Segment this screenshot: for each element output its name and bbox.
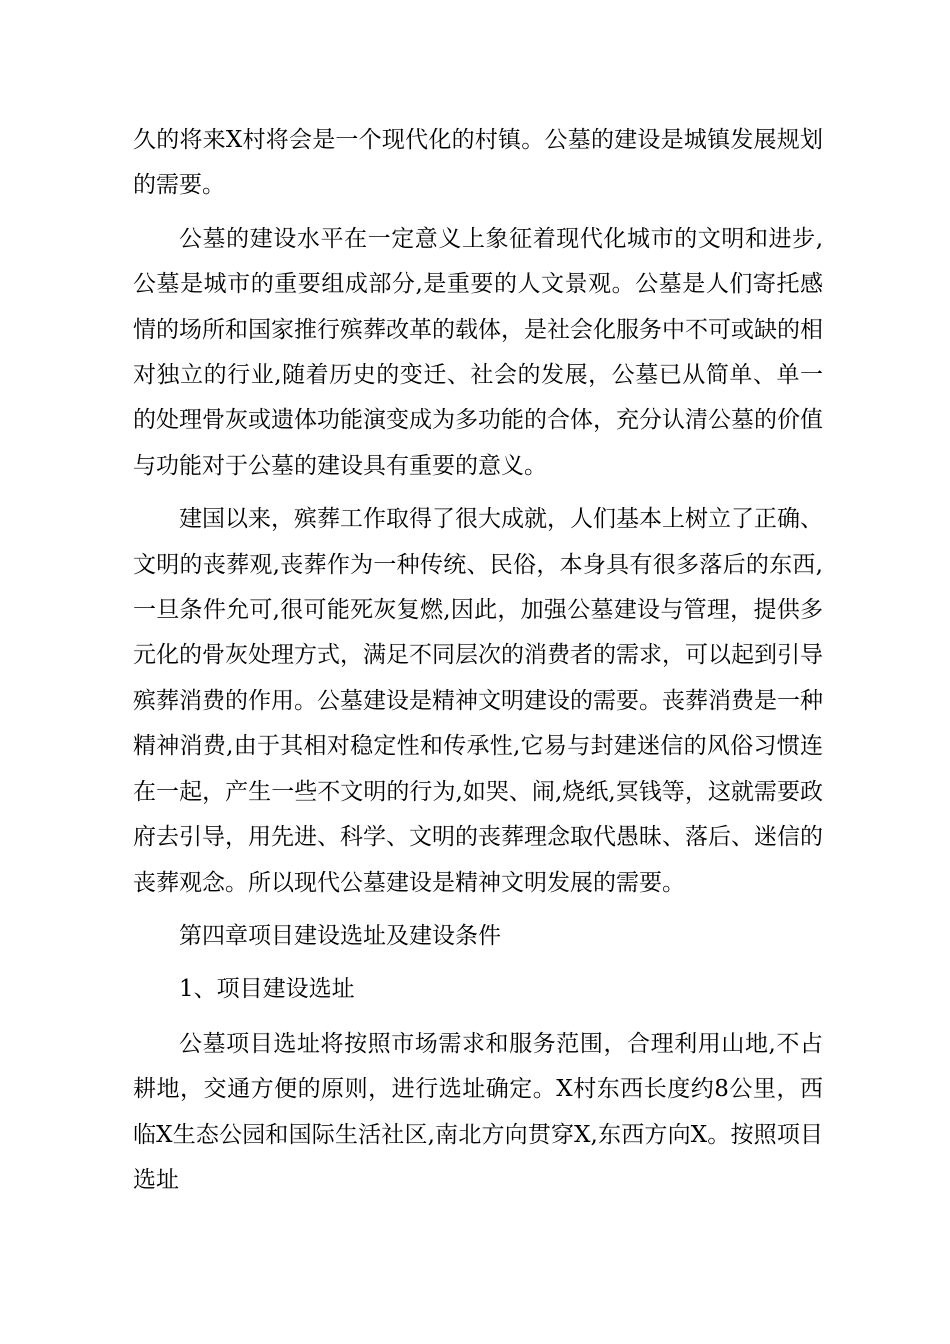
chapter-heading: 第四章项目建设选址及建设条件 [179, 922, 501, 949]
document-page [133, 118, 823, 1211]
paragraph-continued: 久的将来X村将会是一个现代化的村镇。公墓的建设是城镇发展规划的需要。 [133, 127, 823, 199]
section-heading: 1、项目建设选址 [179, 976, 355, 1003]
paragraph-funeral-reform: 建国以来，殡葬工作取得了很大成就，人们基本上树立了正确、文明的丧葬观,丧葬作为一种传统、民俗，本身具有很多落后的东西,一旦条件允可,很可能死灰复燃,因此，加强公墓建设与管理，提供多元化的骨灰处理方式，满足不同层次的消费者的需求，可以起到引导殡葬消费的作用。公墓建设是精神文明建设的需要。丧葬消费是一种精神消费,由于其相对稳定性和传承性,它易与封建迷信的风俗习惯连在一起，产生一些不文明的行为,如哭、闹,烧纸,冥钱等，这就需要政府去引导，用先进、科学、文明的丧葬理念取代愚昧、落后、迷信的丧葬观念。所以现代公墓建设是精神文明发展的需要。 [133, 506, 823, 896]
paragraph-site-selection: 公墓项目选址将按照市场需求和服务范围，合理利用山地,不占耕地，交通方便的原则，进行选址确定。X村东西长度约8公里，西临X生态公园和国际生活社区,南北方向贯穿X,东西方向X。按照项目选址 [133, 1030, 823, 1193]
paragraph-cemetery-significance: 公墓的建设水平在一定意义上象征着现代化城市的文明和进步,公墓是城市的重要组成部分,是重要的人文景观。公墓是人们寄托感情的场所和国家推行殡葬改革的载体，是社会化服务中不可或缺的相对独立的行业,随着历史的变迁、社会的发展，公墓已从简单、单一的处理骨灰或遗体功能演变成为多功能的合体，充分认清公墓的价值与功能对于公墓的建设具有重要的意义。 [133, 225, 823, 479]
